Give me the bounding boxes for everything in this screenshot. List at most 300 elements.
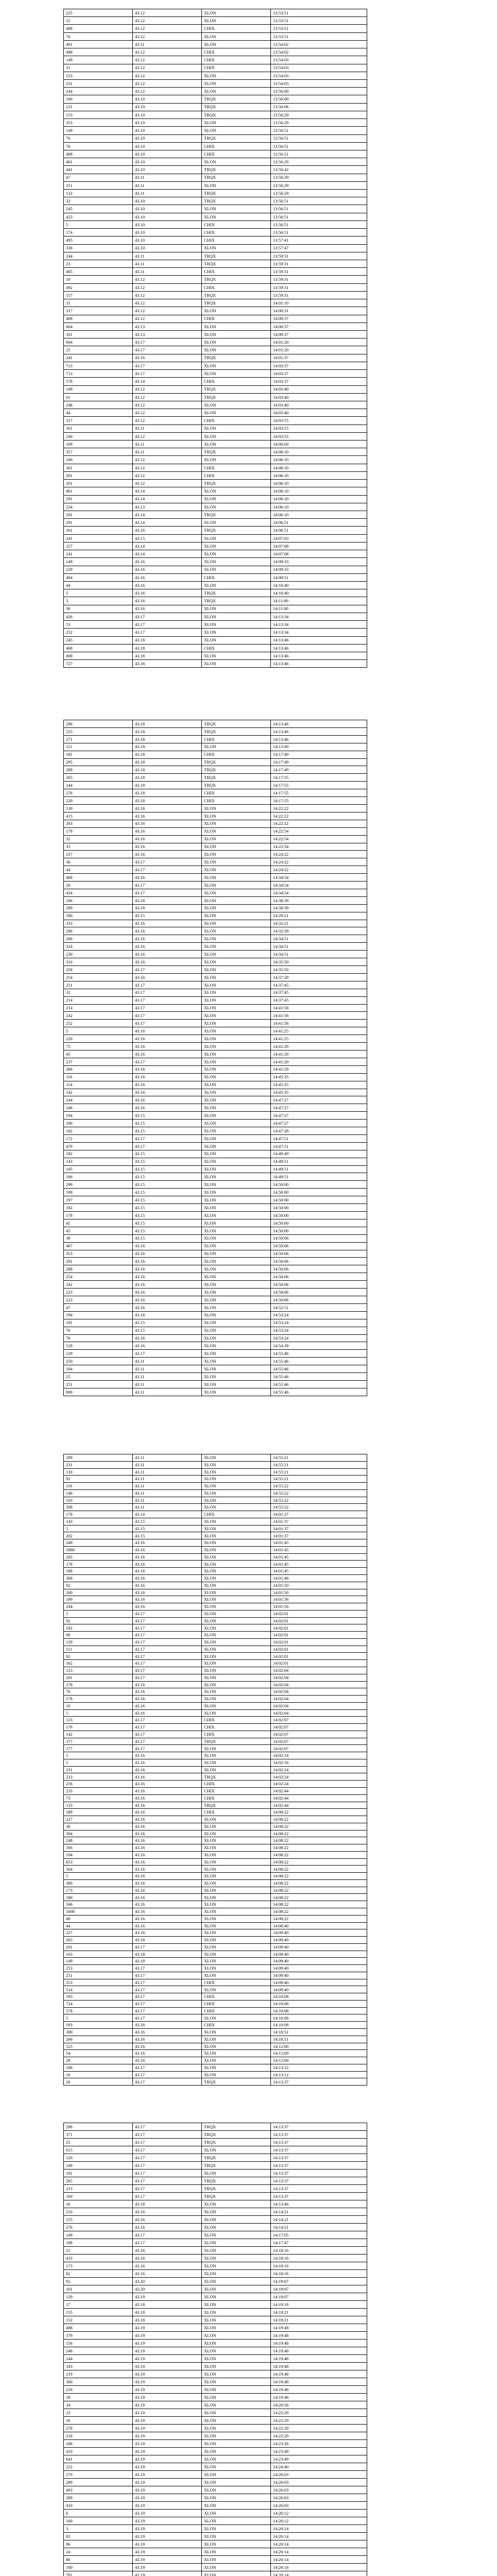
- venue-cell: XLON: [202, 989, 271, 996]
- price-cell: 43.15: [133, 1327, 202, 1334]
- venue-cell: TRQX: [202, 197, 271, 205]
- volume-cell: 231: [64, 1461, 133, 1468]
- time-cell: 14:08:22: [271, 1866, 367, 1873]
- table-row: [64, 323, 367, 330]
- volume-cell: 180: [64, 1894, 133, 1901]
- price-cell: 43.11: [133, 1388, 202, 1396]
- volume-cell: 120: [64, 2154, 133, 2162]
- venue-cell: CHIX: [202, 2007, 271, 2014]
- volume-cell: 32: [64, 835, 133, 843]
- volume-cell: 361: [64, 464, 133, 471]
- venue-cell: XLON: [202, 1311, 271, 1319]
- venue-cell: XLON: [202, 1334, 271, 1342]
- price-cell: 43.15: [133, 1234, 202, 1242]
- price-cell: 43.16: [133, 843, 202, 851]
- volume-cell: 180: [64, 912, 133, 920]
- price-cell: 43.16: [133, 1781, 202, 1788]
- time-cell: 14:08:22: [271, 1887, 367, 1894]
- venue-cell: XLON: [202, 79, 271, 87]
- price-cell: 43.16: [133, 2270, 202, 2278]
- time-cell: 14:26:03: [271, 2494, 367, 2502]
- price-cell: 43.11: [133, 1373, 202, 1381]
- time-cell: 14:19:07: [271, 2293, 367, 2301]
- volume-cell: 492: [64, 283, 133, 291]
- volume-cell: 246: [64, 1104, 133, 1112]
- time-cell: 14:55:46: [271, 1388, 367, 1396]
- table-row: [64, 1204, 367, 1212]
- price-cell: 43.16: [133, 958, 202, 966]
- table-row: [64, 904, 367, 912]
- price-cell: 43.11: [133, 252, 202, 260]
- price-cell: 43.16: [133, 566, 202, 573]
- volume-cell: 244: [64, 1603, 133, 1611]
- time-cell: 14:17:49: [271, 751, 367, 758]
- price-cell: 43.14: [133, 542, 202, 550]
- venue-cell: CHIX: [202, 1511, 271, 1518]
- volume-cell: 279: [64, 2471, 133, 2479]
- venue-cell: XLON: [202, 1281, 271, 1289]
- volume-cell: 433: [64, 2255, 133, 2262]
- volume-cell: 129: [64, 1350, 133, 1358]
- price-cell: 43.16: [133, 2050, 202, 2057]
- table-row: [64, 720, 367, 728]
- venue-cell: XLON: [202, 425, 271, 432]
- time-cell: 14:55:22: [271, 1489, 367, 1497]
- table-row: [64, 1342, 367, 1350]
- table-row: [64, 558, 367, 566]
- volume-cell: 233: [64, 1773, 133, 1781]
- price-cell: 43.17: [133, 1943, 202, 1951]
- venue-cell: XLON: [202, 820, 271, 827]
- table-row: [64, 958, 367, 966]
- venue-cell: XLON: [202, 1035, 271, 1043]
- time-cell: 14:35:50: [271, 958, 367, 966]
- time-cell: 14:11:00: [271, 605, 367, 613]
- venue-cell: XLON: [202, 1234, 271, 1242]
- volume-cell: 36: [64, 1823, 133, 1830]
- price-cell: 43.19: [133, 2502, 202, 2510]
- venue-cell: XLON: [202, 1380, 271, 1388]
- time-cell: 13:54:02: [271, 48, 367, 56]
- table-row: [64, 1696, 367, 1703]
- table-row: [64, 1350, 367, 1358]
- venue-cell: XLON: [202, 1468, 271, 1476]
- time-cell: 14:02:24: [271, 1781, 367, 1788]
- table-row: [64, 1273, 367, 1281]
- time-cell: 14:55:46: [271, 1350, 367, 1358]
- table-row: [64, 1943, 367, 1951]
- price-cell: 43.11: [133, 1454, 202, 1462]
- volume-cell: 28: [64, 2057, 133, 2064]
- venue-cell: XLON: [202, 1937, 271, 1944]
- volume-cell: 289: [64, 2479, 133, 2486]
- price-cell: 43.17: [133, 1986, 202, 1993]
- time-cell: 14:20:56: [271, 2401, 367, 2409]
- venue-cell: XLON: [202, 9, 271, 17]
- table-row: [64, 1020, 367, 1027]
- venue-cell: XLON: [202, 1303, 271, 1311]
- price-cell: 43.12: [133, 72, 202, 79]
- volume-cell: 143: [64, 1518, 133, 1525]
- time-cell: 14:01:45: [271, 1553, 367, 1561]
- volume-cell: 161: [64, 425, 133, 432]
- volume-cell: 394: [64, 1830, 133, 1837]
- venue-cell: CHIX: [202, 1979, 271, 1986]
- volume-cell: 162: [64, 1660, 133, 1667]
- volume-cell: 34: [64, 2401, 133, 2409]
- venue-cell: XLON: [202, 1681, 271, 1688]
- time-cell: 14:13:37: [271, 2146, 367, 2154]
- price-cell: 43.20: [133, 2278, 202, 2285]
- table-row: [64, 503, 367, 511]
- volume-cell: 16: [64, 2071, 133, 2078]
- time-cell: 14:22:22: [271, 820, 367, 827]
- price-cell: 43.16: [133, 973, 202, 981]
- time-cell: 14:45:35: [271, 1089, 367, 1096]
- venue-cell: XLON: [202, 1674, 271, 1681]
- table-row: [64, 629, 367, 636]
- price-cell: 43.19: [133, 2471, 202, 2479]
- table-row: [64, 1158, 367, 1165]
- table-row: [64, 1303, 367, 1311]
- venue-cell: XLON: [202, 2486, 271, 2494]
- time-cell: 14:13:46: [271, 652, 367, 659]
- time-cell: 14:50:00: [271, 1204, 367, 1212]
- table-row: [64, 2448, 367, 2455]
- venue-cell: XLON: [202, 581, 271, 589]
- volume-cell: 160: [64, 2517, 133, 2525]
- price-cell: 43.17: [133, 1004, 202, 1012]
- price-cell: 43.18: [133, 751, 202, 758]
- time-cell: 14:02:01: [271, 1653, 367, 1660]
- venue-cell: XLON: [202, 2262, 271, 2270]
- price-cell: 43.17: [133, 2193, 202, 2200]
- price-cell: 43.16: [133, 1879, 202, 1887]
- venue-cell: XLON: [202, 1943, 271, 1951]
- time-cell: 14:37:45: [271, 981, 367, 989]
- volume-cell: 194: [64, 1311, 133, 1319]
- price-cell: 43.18: [133, 774, 202, 782]
- volume-cell: 288: [64, 1265, 133, 1273]
- venue-cell: XLON: [202, 2370, 271, 2378]
- price-cell: 43.12: [133, 480, 202, 487]
- time-cell: 14:13:37: [271, 2123, 367, 2131]
- volume-cell: 222: [64, 2463, 133, 2471]
- volume-cell: 10: [64, 276, 133, 283]
- price-cell: 43.15: [133, 1181, 202, 1189]
- volume-cell: 242: [64, 1281, 133, 1289]
- price-cell: 43.17: [133, 346, 202, 354]
- table-row: [64, 882, 367, 889]
- volume-cell: 299: [64, 1181, 133, 1189]
- time-cell: 13:56:51: [271, 205, 367, 213]
- price-cell: 43.16: [133, 804, 202, 812]
- volume-cell: 186: [64, 896, 133, 904]
- venue-cell: XLON: [202, 1227, 271, 1234]
- time-cell: 13:56:06: [271, 103, 367, 111]
- volume-cell: 17: [64, 2301, 133, 2309]
- volume-cell: 254: [64, 973, 133, 981]
- price-cell: 43.10: [133, 229, 202, 236]
- price-cell: 43.16: [133, 812, 202, 820]
- table-row: [64, 2123, 367, 2131]
- volume-cell: 129: [64, 1342, 133, 1350]
- time-cell: 14:23:49: [271, 2448, 367, 2455]
- volume-cell: 357: [64, 448, 133, 456]
- volume-cell: 6: [64, 2510, 133, 2517]
- price-cell: 43.11: [133, 1489, 202, 1497]
- venue-cell: CHIX: [202, 25, 271, 32]
- time-cell: 13:54:03: [271, 79, 367, 87]
- volume-cell: 83: [64, 2533, 133, 2540]
- table-row: [64, 2355, 367, 2363]
- venue-cell: XLON: [202, 127, 271, 134]
- price-cell: 43.10: [133, 103, 202, 111]
- venue-cell: XLON: [202, 1242, 271, 1250]
- time-cell: 13:54:03: [271, 56, 367, 64]
- time-cell: 14:41:56: [271, 1020, 367, 1027]
- time-cell: 13:59:31: [271, 283, 367, 291]
- venue-cell: XLON: [202, 1058, 271, 1065]
- price-cell: 43.16: [133, 1681, 202, 1688]
- volume-cell: 1008: [64, 1908, 133, 1916]
- venue-cell: XLON: [202, 1104, 271, 1112]
- venue-cell: XLON: [202, 566, 271, 573]
- venue-cell: TRQX: [202, 2154, 271, 2162]
- venue-cell: XLON: [202, 2332, 271, 2340]
- venue-cell: XLON: [202, 1365, 271, 1373]
- table-row: [64, 789, 367, 797]
- venue-cell: CHIX: [202, 378, 271, 385]
- price-cell: 43.13: [133, 323, 202, 330]
- price-cell: 43.18: [133, 652, 202, 659]
- venue-cell: XLON: [202, 2255, 271, 2262]
- time-cell: 13:56:51: [271, 134, 367, 142]
- time-cell: 14:22:29: [271, 2432, 367, 2440]
- price-cell: 43.12: [133, 471, 202, 479]
- time-cell: 14:49:51: [271, 1158, 367, 1165]
- price-cell: 43.17: [133, 889, 202, 896]
- venue-cell: XLON: [202, 629, 271, 636]
- volume-cell: 145: [64, 1165, 133, 1173]
- venue-cell: XLON: [202, 2386, 271, 2394]
- time-cell: 13:56:51: [271, 150, 367, 158]
- table-row: [64, 1546, 367, 1553]
- price-cell: 43.13: [133, 330, 202, 338]
- price-cell: 43.16: [133, 2036, 202, 2043]
- table-row: [64, 804, 367, 812]
- price-cell: 43.17: [133, 362, 202, 369]
- table-row: [64, 283, 367, 291]
- table-row: [64, 17, 367, 25]
- time-cell: 14:24:40: [271, 2463, 367, 2471]
- table-row: [64, 1358, 367, 1365]
- table-row: [64, 1596, 367, 1603]
- time-cell: 14:02:24: [271, 1773, 367, 1781]
- price-cell: 43.16: [133, 1265, 202, 1273]
- table-row: [64, 758, 367, 766]
- price-cell: 43.11: [133, 40, 202, 48]
- time-cell: 14:19:48: [271, 2394, 367, 2401]
- time-cell: 14:09:40: [271, 1937, 367, 1944]
- table-row: [64, 621, 367, 629]
- venue-cell: XLON: [202, 1461, 271, 1468]
- venue-cell: XLON: [202, 1476, 271, 1483]
- table-row: [64, 1242, 367, 1250]
- table-row: [64, 2255, 367, 2262]
- table-row: [64, 1497, 367, 1504]
- table-row: [64, 2502, 367, 2510]
- price-cell: 43.17: [133, 1745, 202, 1752]
- venue-cell: XLON: [202, 550, 271, 558]
- time-cell: 14:50:06: [271, 1250, 367, 1258]
- price-cell: 43.19: [133, 2440, 202, 2448]
- time-cell: 14:06:51: [271, 519, 367, 527]
- volume-cell: 291: [64, 1258, 133, 1265]
- price-cell: 43.17: [133, 2231, 202, 2239]
- venue-cell: XLON: [202, 1830, 271, 1837]
- time-cell: 14:18:16: [271, 2262, 367, 2270]
- venue-cell: XLON: [202, 1173, 271, 1181]
- venue-cell: XLON: [202, 1204, 271, 1212]
- volume-cell: 244: [64, 252, 133, 260]
- time-cell: 14:18:16: [271, 2270, 367, 2278]
- time-cell: 14:06:10: [271, 480, 367, 487]
- time-cell: 14:50:06: [271, 1234, 367, 1242]
- venue-cell: XLON: [202, 495, 271, 503]
- table-row: [64, 2347, 367, 2355]
- time-cell: 14:26:03: [271, 2486, 367, 2494]
- venue-cell: XLON: [202, 927, 271, 935]
- table-row: [64, 2239, 367, 2247]
- time-cell: 14:10:40: [271, 589, 367, 597]
- table-row: [64, 190, 367, 197]
- table-row: [64, 2139, 367, 2146]
- table-row: [64, 79, 367, 87]
- time-cell: 14:07:03: [271, 534, 367, 542]
- time-cell: 14:19:48: [271, 2332, 367, 2340]
- time-cell: 14:41:25: [271, 1027, 367, 1035]
- venue-cell: XLON: [202, 2170, 271, 2177]
- venue-cell: XLON: [202, 2401, 271, 2409]
- venue-cell: XLON: [202, 1837, 271, 1844]
- price-cell: 43.12: [133, 56, 202, 64]
- time-cell: 14:50:06: [271, 1258, 367, 1265]
- volume-cell: 149: [64, 385, 133, 393]
- venue-cell: TRQX: [202, 448, 271, 456]
- table-row: [64, 1120, 367, 1127]
- volume-cell: 265: [64, 2177, 133, 2185]
- table-row: [64, 1802, 367, 1809]
- volume-cell: 47: [64, 1303, 133, 1311]
- price-cell: 43.16: [133, 1289, 202, 1296]
- volume-cell: 251: [64, 981, 133, 989]
- volume-cell: 23: [64, 2409, 133, 2417]
- time-cell: 14:00:31: [271, 307, 367, 315]
- volume-cell: 178: [64, 1511, 133, 1518]
- table-row: [64, 1311, 367, 1319]
- price-cell: 43.17: [133, 1058, 202, 1065]
- time-cell: 14:08:22: [271, 1901, 367, 1908]
- table-row: [64, 2463, 367, 2471]
- table-row: [64, 1632, 367, 1639]
- venue-cell: XLON: [202, 1483, 271, 1490]
- price-cell: 43.19: [133, 2394, 202, 2401]
- time-cell: 14:38:39: [271, 896, 367, 904]
- time-cell: 14:47:51: [271, 1142, 367, 1150]
- volume-cell: 155: [64, 2216, 133, 2224]
- price-cell: 43.17: [133, 1020, 202, 1027]
- time-cell: 14:50:00: [271, 1196, 367, 1204]
- price-cell: 43.11: [133, 1504, 202, 1511]
- venue-cell: TRQX: [202, 276, 271, 283]
- table-row: [64, 1879, 367, 1887]
- volume-cell: 76: [64, 32, 133, 40]
- price-cell: 43.16: [133, 2043, 202, 2050]
- time-cell: 14:19:21: [271, 2309, 367, 2316]
- volume-cell: 299: [64, 1454, 133, 1462]
- volume-cell: 265: [64, 1937, 133, 1944]
- price-cell: 43.15: [133, 1173, 202, 1181]
- time-cell: 14:07:08: [271, 542, 367, 550]
- time-cell: 14:26:03: [271, 2471, 367, 2479]
- venue-cell: XLON: [202, 323, 271, 330]
- time-cell: 14:22:29: [271, 2409, 367, 2417]
- venue-cell: XLON: [202, 2394, 271, 2401]
- time-cell: 14:10:08: [271, 2007, 367, 2014]
- price-cell: 43.19: [133, 2378, 202, 2386]
- volume-cell: 39: [64, 1234, 133, 1242]
- time-cell: 14:55:46: [271, 1373, 367, 1381]
- venue-cell: XLON: [202, 866, 271, 874]
- time-cell: 14:23:26: [271, 2440, 367, 2448]
- table-row: [64, 205, 367, 213]
- time-cell: 14:01:20: [271, 346, 367, 354]
- time-cell: 14:02:01: [271, 1660, 367, 1667]
- venue-cell: XLON: [202, 1823, 271, 1830]
- table-row: [64, 166, 367, 174]
- price-cell: 43.11: [133, 1497, 202, 1504]
- price-cell: 43.19: [133, 2417, 202, 2425]
- table-row: [64, 2510, 367, 2517]
- price-cell: 43.16: [133, 1296, 202, 1303]
- volume-cell: 525: [64, 2043, 133, 2050]
- time-cell: 14:08:22: [271, 1894, 367, 1901]
- time-cell: 14:03:37: [271, 378, 367, 385]
- time-cell: 14:09:40: [271, 1972, 367, 1979]
- table-row: [64, 2022, 367, 2029]
- price-cell: 43.17: [133, 1993, 202, 2001]
- price-cell: 43.16: [133, 1281, 202, 1289]
- table-row: [64, 1004, 367, 1012]
- time-cell: 13:59:31: [271, 252, 367, 260]
- volume-cell: 461: [64, 158, 133, 166]
- table-row: [64, 1365, 367, 1373]
- time-cell: 14:19:21: [271, 2316, 367, 2324]
- price-cell: 43.18: [133, 636, 202, 644]
- volume-cell: 121: [64, 103, 133, 111]
- price-cell: 43.19: [133, 2401, 202, 2409]
- venue-cell: XLON: [202, 1296, 271, 1303]
- volume-cell: 316: [64, 958, 133, 966]
- table-row: [64, 527, 367, 534]
- volume-cell: 178: [64, 1696, 133, 1703]
- table-row: [64, 644, 367, 652]
- table-row: [64, 1610, 367, 1617]
- venue-cell: CHIX: [202, 1993, 271, 2001]
- price-cell: 43.18: [133, 758, 202, 766]
- table-row: [64, 973, 367, 981]
